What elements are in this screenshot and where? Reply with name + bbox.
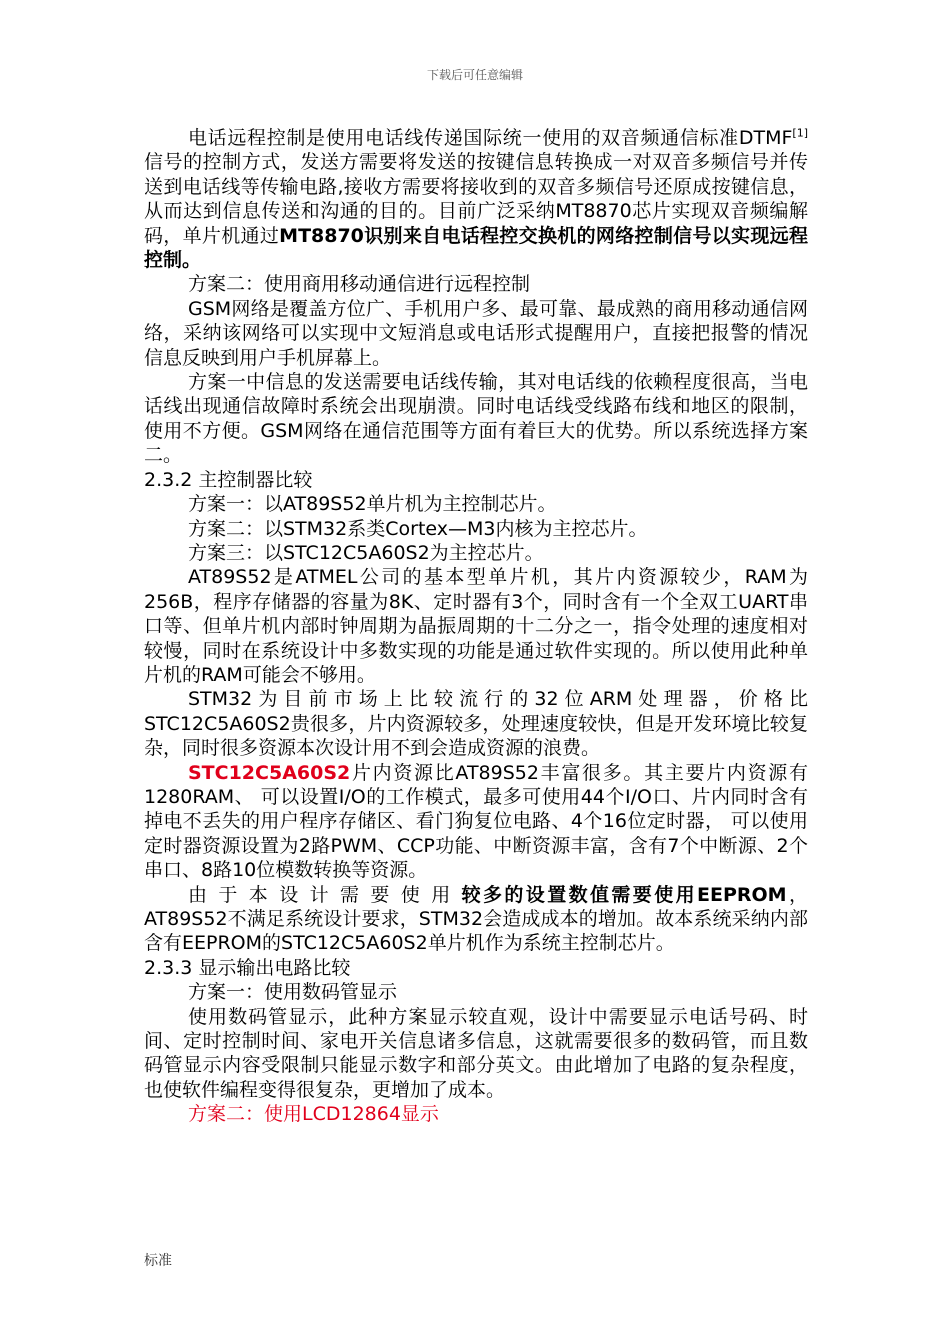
paragraph-text: 由于本设计需要使用 (188, 883, 462, 906)
paragraph-compare: 方案一中信息的发送需要电话线传输，其对电话线的依赖程度很高，当电话线出现通信故障时系统会出现崩溃。同时电话线受线路布线和地区的限制，使用不方便。GSM网络在通信范围等方面有着巨大的优势。所以系统选择方案二。 (144, 371, 808, 467)
page-footer: 标准 (144, 1253, 172, 1269)
paragraph-text: 片内资源比AT89S52丰富很多。其主要片内资源有1280RAM、 可以设置I/O的工作模式，最多可使用44个I/O口、片内同时含有掉电不丢失的用户程序存储区、看门狗复位电路、4个16位定时器， 可以使用定时器资源设置为2路PWM、CCP功能、中断资源丰富，含有7个中断源、2个串口、8路10位模数转换等资源。 (144, 761, 808, 882)
paragraph-scheme2-title: 方案二：使用商用移动通信进行远程控制 (188, 273, 531, 296)
bold-text: MT8870识别来自电话程控交换机的网络控制信号以实现远程控制。 (144, 224, 808, 272)
document-body (144, 126, 808, 1127)
paragraph-stc12 (144, 761, 808, 883)
paragraph-gsm: GSM网络是覆盖方位广、手机用户多、最可靠、最成熟的商用移动通信网络，采纳该网络可以实现中文短消息或电话形式提醒用户，直接把报警的情况信息反映到用户手机屏幕上。 (144, 297, 808, 369)
paragraph-display: 使用数码管显示，此种方案显示较直观，设计中需要显示电话号码、时间、定时控制时间、家电开关信息诸多信息，这就需要很多的数码管，而且数码管显示内容受限制只能显示数字和部分英文。由此增加了电路的复杂程度，也使软件编程变得很复杂，更增加了成本。 (144, 1005, 808, 1101)
paragraph-option1: 方案一：以AT89S52单片机为主控制芯片。 (188, 493, 557, 516)
paragraph-display-option1: 方案一：使用数码管显示 (188, 981, 398, 1004)
highlight-text: STC12C5A60S2 (188, 761, 351, 784)
paragraph-text: 电话远程控制是使用电话线传递国际统一使用的双音频通信标准DTMF (188, 127, 793, 149)
bold-text: 较多的设置数值需要使用EEPROM (461, 883, 787, 906)
paragraph-stm32: STM32为目前市场上比较流行的32位ARM处理器，价格比STC12C5A60S2贵很多，片内资源较多，处理速度较快，但是开发环境比较复杂，同时很多资源本次设计用不到会造成资源的浪费。 (144, 688, 808, 760)
page-header: 下载后可任意编辑 (426, 68, 523, 82)
paragraph-at89s52: AT89S52是ATMEL公司的基本型单片机，其片内资源较少，RAM为256B，程序存储器的容量为8K、定时器有3个，同时含有一个全双工UART串口等、但单片机内部时钟周期为晶振周期的十二分之一，指令处理的速度相对较慢，同时在系统设计中多数实现的功能是通过软件实现的。所以使用此种单片机的RAM可能会不够用。 (144, 566, 808, 686)
paragraph-dtmf (144, 126, 808, 272)
paragraph-conclusion (144, 883, 808, 956)
citation-ref: [1] (792, 126, 808, 140)
paragraph-text: ，AT89S52不满足系统设计要求，STM32会造成成本的增加。故本系统采纳内部含有EEPROM的STC12C5A60S2单片机作为系统主控制芯片。 (144, 883, 808, 955)
paragraph-option3: 方案三：以STC12C5A60S2为主控芯片。 (188, 541, 544, 564)
paragraph-text: 信号的控制方式，发送方需要将发送的按键信息转换成一对双音多频信号并传送到电话线等传输电路,接收方需要将接收到的双音多频信号还原成按键信息，从而达到信息传送和沟通的目的。目前广泛采纳MT8870芯片实现双音频编解码，单片机通过 (144, 151, 808, 247)
section-heading-2-3-3: 2.3.3 显示输出电路比较 (144, 956, 351, 979)
paragraph-option2: 方案二：以STM32系类Cortex—M3内核为主控芯片。 (188, 517, 648, 540)
paragraph-display-option2: 方案二：使用LCD12864显示 (188, 1103, 439, 1126)
section-heading-2-3-2: 2.3.2 主控制器比较 (144, 468, 313, 491)
